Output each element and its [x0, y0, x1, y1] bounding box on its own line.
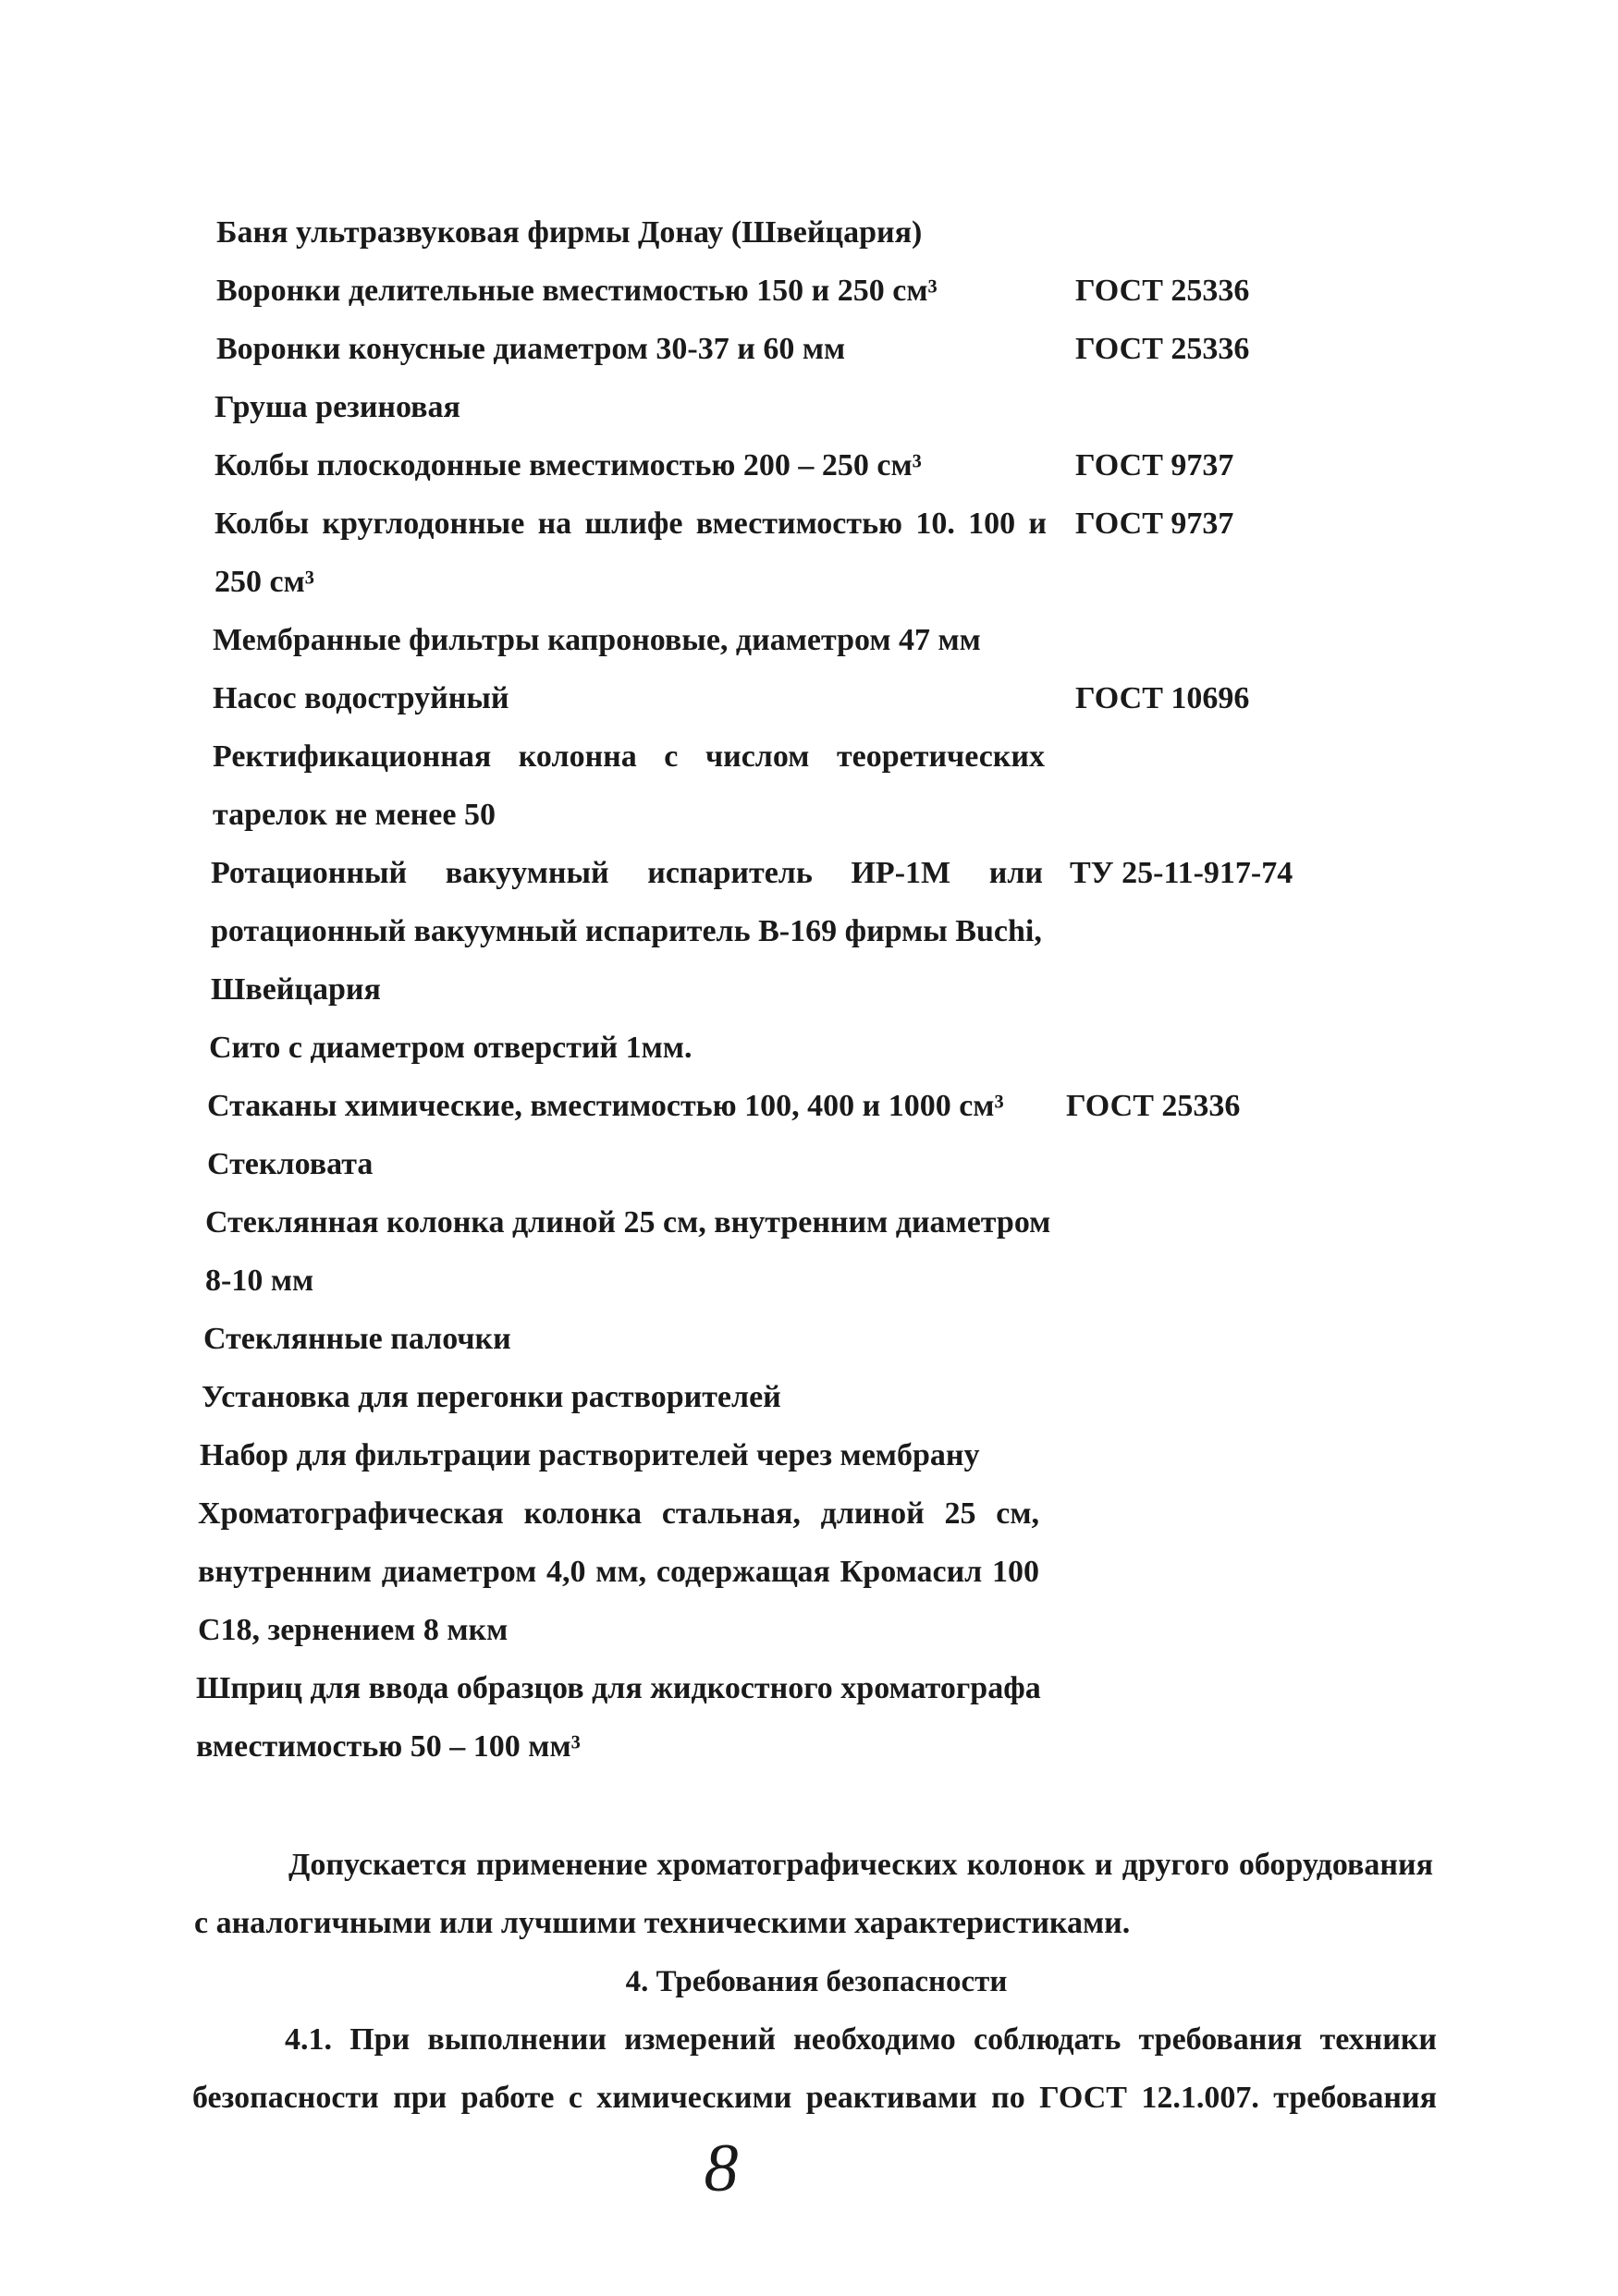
section-paragraph-line-1: 4.1. При выполнении измерений необходимо соблюдать требования техники [285, 2022, 1437, 2057]
equipment-item-14-line-1: Стеклянная колонка длиной 25 см, внутренним диаметром [205, 1205, 1051, 1240]
equipment-item-9-line-1: Ректификационная колонна с числом теоретических [213, 739, 1045, 774]
equipment-item-13: Стекловата [207, 1147, 374, 1181]
equipment-standard-3: ГОСТ 25336 [1075, 332, 1250, 366]
equipment-item-18-line-2: внутренним диаметром 4,0 мм, содержащая Кромасил 100 [198, 1555, 1039, 1589]
equipment-item-5: Колбы плоскодонные вместимостью 200 – 250 см³ [215, 448, 922, 482]
equipment-item-10-line-1: Ротационный вакуумный испаритель ИР-1М или [211, 856, 1043, 890]
section-paragraph-line-2: безопасности при работе с химическими реактивами по ГОСТ 12.1.007. требования [192, 2081, 1437, 2115]
equipment-standard-6: ГОСТ 9737 [1075, 507, 1234, 541]
equipment-standard-8: ГОСТ 10696 [1075, 681, 1250, 715]
equipment-item-6-line-2: 250 см³ [215, 565, 314, 599]
section-heading: 4. Требования безопасности [625, 1965, 1008, 1998]
equipment-item-9-line-2: тарелок не менее 50 [213, 798, 496, 832]
equipment-item-18-line-1: Хроматографическая колонка стальная, длиной 25 см, [198, 1496, 1039, 1531]
equipment-item-7: Мембранные фильтры капроновые, диаметром 47 мм [213, 623, 981, 657]
equipment-standard-10: ТУ 25-11-917-74 [1070, 856, 1293, 890]
equipment-item-1: Баня ультразвуковая фирмы Донау (Швейцария) [216, 215, 923, 250]
page-number: 8 [704, 2131, 739, 2206]
equipment-standard-5: ГОСТ 9737 [1075, 448, 1234, 482]
equipment-item-12: Стаканы химические, вместимостью 100, 400 и 1000 см³ [207, 1089, 1004, 1123]
note-line-1: Допускается применение хроматографических колонок и другого оборудования [288, 1848, 1433, 1882]
equipment-item-11: Сито с диаметром отверстий 1мм. [209, 1031, 693, 1065]
equipment-item-8: Насос водоструйный [213, 681, 509, 715]
equipment-item-2: Воронки делительные вместимостью 150 и 250 см³ [216, 274, 938, 308]
equipment-item-14-line-2: 8-10 мм [205, 1264, 314, 1298]
equipment-standard-2: ГОСТ 25336 [1075, 274, 1250, 308]
equipment-item-19-line-2: вместимостью 50 – 100 мм³ [196, 1729, 581, 1764]
equipment-item-10-line-3: Швейцария [211, 972, 381, 1007]
equipment-item-16: Установка для перегонки растворителей [202, 1380, 781, 1414]
equipment-item-18-line-3: С18, зернением 8 мкм [198, 1613, 509, 1647]
equipment-item-19-line-1: Шприц для ввода образцов для жидкостного хроматографа [196, 1671, 1041, 1705]
equipment-item-17: Набор для фильтрации растворителей через мембрану [200, 1438, 980, 1472]
equipment-item-15: Стеклянные палочки [203, 1322, 511, 1356]
equipment-item-10-line-2: ротационный вакуумный испаритель В-169 фирмы Buchi, [211, 914, 1042, 948]
note-line-2: с аналогичными или лучшими техническими характеристиками. [194, 1906, 1131, 1940]
equipment-standard-12: ГОСТ 25336 [1066, 1089, 1241, 1123]
equipment-item-4: Груша резиновая [215, 390, 460, 424]
equipment-item-6-line-1: Колбы круглодонные на шлифе вместимостью 10. 100 и [215, 507, 1047, 541]
equipment-item-3: Воронки конусные диаметром 30-37 и 60 мм [216, 332, 846, 366]
